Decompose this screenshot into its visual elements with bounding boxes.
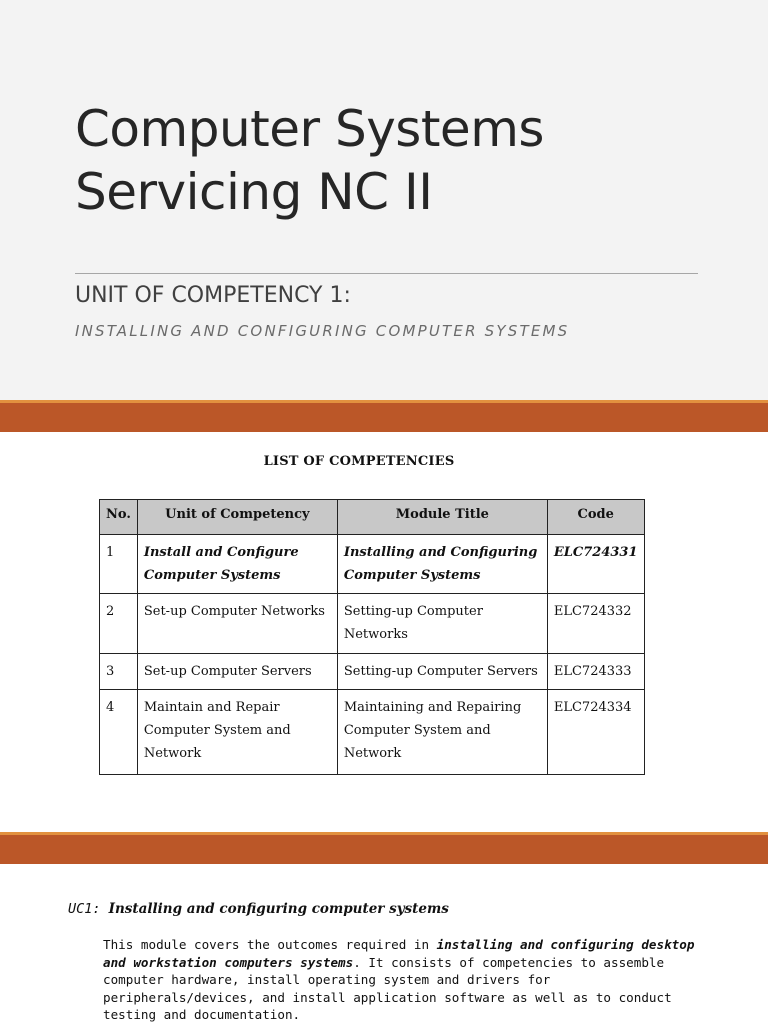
table-row xyxy=(100,690,645,775)
band-bottom xyxy=(0,835,768,864)
cell-module: Setting-up Computer Servers xyxy=(337,654,547,690)
cell-no: 3 xyxy=(100,654,138,690)
table-row xyxy=(100,594,645,654)
title-line-2: Servicing NC II xyxy=(75,163,433,221)
header-code: Code xyxy=(547,500,644,535)
header-no: No. xyxy=(100,500,138,535)
cell-code: ELC724332 xyxy=(547,594,644,654)
competency-table xyxy=(99,499,645,775)
cell-code: ELC724333 xyxy=(547,654,644,690)
description-rest: . It consists of competencies to assemble computer hardware, install operating system and drivers for peripherals/devices, and install application software as well as to conduct testing and documentation. xyxy=(103,954,672,1022)
description-lead: This module covers the outcomes required in xyxy=(103,937,437,952)
cell-module: Maintaining and Repairing Computer System and Network xyxy=(337,690,547,775)
cell-module: Setting-up Computer Networks xyxy=(337,594,547,654)
cell-no: 2 xyxy=(100,594,138,654)
title-divider xyxy=(75,273,698,274)
cell-unit: Set-up Computer Servers xyxy=(137,654,337,690)
unit-subtitle: INSTALLING AND CONFIGURING COMPUTER SYSTEMS xyxy=(75,322,570,340)
title-line-1: Computer Systems xyxy=(75,100,544,158)
uc1-label: UC1: xyxy=(68,901,101,917)
description-emphasis: installing and configuring desktop and workstation computers systems xyxy=(103,937,695,970)
uc1-title: Installing and configuring computer systems xyxy=(108,901,449,917)
table-header-row xyxy=(100,500,645,535)
cell-unit: Maintain and Repair Computer System and Network xyxy=(137,690,337,775)
cell-code: ELC724334 xyxy=(547,690,644,775)
cell-no: 1 xyxy=(100,535,138,594)
module-description xyxy=(103,936,703,1024)
table-row xyxy=(100,535,645,594)
uc1-heading xyxy=(68,901,449,917)
band-top xyxy=(0,403,768,432)
table-row xyxy=(100,654,645,690)
cell-unit: Install and Configure Computer Systems xyxy=(137,535,337,594)
unit-heading: UNIT OF COMPETENCY 1: xyxy=(75,283,351,308)
cell-unit: Set-up Computer Networks xyxy=(137,594,337,654)
cell-code: ELC724331 xyxy=(547,535,644,594)
slide-title xyxy=(75,98,715,224)
header-module: Module Title xyxy=(337,500,547,535)
cell-no: 4 xyxy=(100,690,138,775)
header-unit: Unit of Competency xyxy=(137,500,337,535)
cell-module: Installing and Configuring Computer Systems xyxy=(337,535,547,594)
list-title: LIST OF COMPETENCIES xyxy=(263,454,455,469)
